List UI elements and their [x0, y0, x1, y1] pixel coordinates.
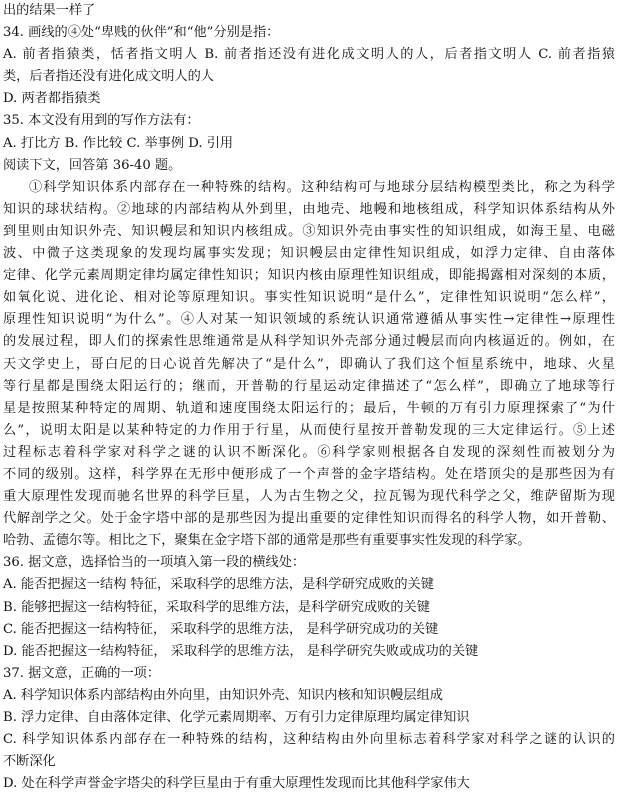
question-37-option-a: A. 科学知识体系内部结构由外向里，由知识外壳、知识内核和知识幔层组成 [3, 687, 443, 703]
question-37-option-b: B. 浮力定律、自由落体定律、化学元素周期率、万有引力定律原理均属定律知识 [3, 710, 470, 725]
question-36-option-d: D. 能否把握这一结构特征， 采取科学的思维方法， 是科学研究失败或成功的关键 [3, 643, 479, 659]
passage-line: 不同的级别。这样，科学界在无形中便形成了一个声誉的金字塔结构。处在塔顶尖的是那些因为有 [3, 466, 615, 482]
passage-line: 哈勃、孟德尔等。相比之下，聚集在金字塔下部的通常是那些有重要事实性发现的科学家。 [3, 533, 531, 549]
question-34-option-d: D. 两者都指猿类 [3, 91, 101, 107]
passage-line: 的发展过程，即人们的探索性思维通常是从科学知识外壳部分通过幔层而向内核逼近的。例如，在 [3, 334, 615, 350]
passage-line: 重大原理性发现而驰名世界的科学巨星，人为古生物之父，拉瓦锡为现代科学之父，维萨留斯为现 [3, 489, 615, 505]
question-37-stem: 37. 据文意，正确的一项： [3, 665, 161, 681]
question-37-option-c: C. 科学知识体系内部存在一种特殊的结构，这种结构由外向里标志着科学家对科学之谜的认识的 [3, 732, 615, 748]
question-36-option-a: A. 能否把握这一结构 特征，采取科学的思维方法，是科学研究成败的关键 [3, 577, 434, 593]
question-37-option-c-cont: 不断深化 [3, 754, 56, 770]
passage-line: 如氧化说、进化论、相对论等原理知识。事实性知识说明“是什么”，定律性知识说明“怎么样”， [3, 290, 615, 306]
exam-page [3, 0, 615, 795]
question-35-options: A. 打比方 B. 作比较 C. 举事例 D. 引用 [3, 135, 234, 151]
question-34-options: A. 前者指猿类，恬者指文明人 B. 前者指还没有进化成文明人的人，后者指文明人 C. 前者指猿 [3, 47, 615, 63]
passage-line: 定律、化学元素周期定律均属定律性知识；知识内核由原理性知识组成，即能揭露相对深刻的本质， [3, 268, 615, 284]
passage-line: ①科学知识体系内部存在一种特殊的结构。这种结构可与地球分层结构模型类比，称之为科学 [29, 179, 615, 195]
question-36-option-b: B. 能够把握这一结构特征，采取科学的思维方法，是科学研究成败的关键 [3, 599, 430, 615]
question-36-option-c: C. 能否把握这一结构特征， 采取科学的思维方法， 是科学研究成功的关键 [3, 621, 439, 637]
passage-line: 原理性知识说明“为什么”。④人对某一知识领域的系统认识通常遵循从事实性→定律性→原理性 [3, 312, 615, 328]
question-34-options-cont: 类，后者指还没有进化成文明人的人 [3, 69, 214, 85]
question-36-stem: 36. 据文意，选择恰当的一项填入第一段的横线处： [3, 555, 306, 571]
question-34-stem: 34. 画线的④处“卑贱的伙伴”和“他”分别是指： [3, 25, 280, 41]
text-line: 出的结果一样了 [3, 3, 96, 18]
passage-line: 天文学史上，哥白尼的日心说首先解决了“是什么”，即确认了我们这个恒星系统中，地球、火星 [3, 356, 615, 372]
question-37-option-d: D. 处在科学声誉金字塔尖的科学巨星由于有重大原理性发现而比其他科学家伟大 [3, 776, 470, 792]
passage-line: 代解剖学之父。处于金字塔中部的是那些因为提出重要的定律性知识而得名的科学人物，如开普勒、 [3, 511, 615, 527]
passage-line: 等行星都是围绕太阳运行的；继而，开普勒的行星运动定律描述了“怎么样”，即确立了地球等行 [3, 378, 615, 394]
passage-line: 知识的球状结构。②地球的内部结构从外到里，由地壳、地幔和地核组成，科学知识体系结构从外 [3, 201, 615, 217]
passage-line: 到里则由知识外壳、知识幔层和知识内核组成。③知识外壳由事实性的知识组成，如海王星、电磁 [3, 223, 615, 239]
question-35-stem: 35. 本文没有用到的写作方法有： [3, 113, 200, 129]
passage-line: 星是按照某种特定的周期、轨道和速度围绕太阳运行的；最后，牛顿的万有引力原理探索了“为什 [3, 400, 615, 416]
reading-instruction: 阅读下文，回答第 36-40 题。 [3, 157, 182, 173]
passage-line: 么”，说明太阳是以某种特定的力作用于行星，从而使行星按开普勒发现的三大定律运行。⑤上述 [3, 422, 615, 438]
passage-line: 波、中微子这类现象的发现均属事实发现；知识幔层由定律性知识组成，如浮力定律、自由落体 [3, 246, 615, 262]
passage-line: 过程标志着科学家对科学之谜的认识不断深化。⑥科学家则根据各自发现的深刻性而被划分为 [3, 444, 615, 460]
